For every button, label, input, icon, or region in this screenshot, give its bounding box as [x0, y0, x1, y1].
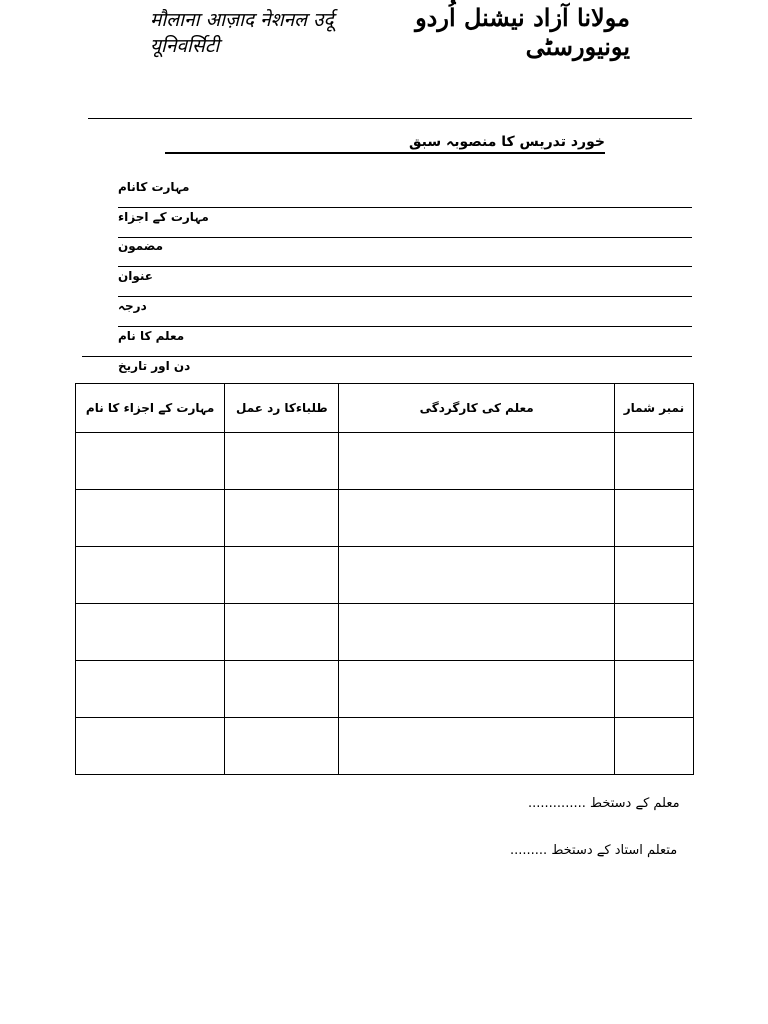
- col-serial-number: نمبر شمار: [614, 384, 693, 433]
- field-subject: مضمون: [118, 239, 164, 253]
- table-cell[interactable]: [225, 547, 339, 604]
- field-line-skill-components: [118, 237, 692, 238]
- table-cell[interactable]: [225, 604, 339, 661]
- table-cell[interactable]: [76, 604, 225, 661]
- table-row: [76, 547, 694, 604]
- table-cell[interactable]: [614, 718, 693, 775]
- field-teacher-name: معلم کا نام: [118, 329, 185, 343]
- field-skill-name: مہارت کانام: [118, 180, 190, 194]
- col-skill-component-name: مہارت کے اجزاء کا نام: [76, 384, 225, 433]
- table-header-row: [76, 384, 694, 433]
- field-skill-components: مہارت کے اجزاء: [118, 210, 209, 224]
- table-row: [76, 661, 694, 718]
- field-line-skill-name: [118, 207, 692, 208]
- form-title: خورد تدریس کا منصوبہ سبق: [165, 134, 605, 154]
- table-row: [76, 718, 694, 775]
- table-cell[interactable]: [225, 490, 339, 547]
- table-cell[interactable]: [76, 661, 225, 718]
- table-cell[interactable]: [225, 433, 339, 490]
- col-student-response: طلباءکا رد عمل: [225, 384, 339, 433]
- field-line-subject: [118, 266, 692, 267]
- table-row: [76, 604, 694, 661]
- table-cell[interactable]: [614, 490, 693, 547]
- table-cell[interactable]: [339, 490, 614, 547]
- table-cell[interactable]: [76, 547, 225, 604]
- table-cell[interactable]: [76, 718, 225, 775]
- university-name-hindi: मौलाना आज़ाद नेशनल उर्दू यूनिवर्सिटी: [150, 9, 334, 57]
- table-cell[interactable]: [76, 490, 225, 547]
- university-header: [150, 3, 630, 61]
- table-cell[interactable]: [339, 433, 614, 490]
- table-cell[interactable]: [225, 661, 339, 718]
- lesson-plan-table: [75, 383, 694, 775]
- field-line-topic: [118, 296, 692, 297]
- field-day-date: دن اور تاریخ: [118, 359, 191, 373]
- table-row: [76, 490, 694, 547]
- table-row: [76, 433, 694, 490]
- table-cell[interactable]: [76, 433, 225, 490]
- field-line-teacher-name: [82, 356, 692, 357]
- table-cell[interactable]: [339, 661, 614, 718]
- table-cell[interactable]: [339, 604, 614, 661]
- col-teacher-performance: معلم کی کارگردگی: [339, 384, 614, 433]
- table-cell[interactable]: [614, 433, 693, 490]
- table-cell[interactable]: [339, 547, 614, 604]
- header-divider: [88, 118, 692, 119]
- field-class: درجہ: [118, 299, 147, 313]
- table-cell[interactable]: [225, 718, 339, 775]
- table-cell[interactable]: [614, 604, 693, 661]
- table-cell[interactable]: [614, 661, 693, 718]
- field-line-class: [118, 326, 692, 327]
- table-cell[interactable]: [614, 547, 693, 604]
- teacher-signature: معلم کے دستخط ..............: [528, 796, 680, 811]
- table-cell[interactable]: [339, 718, 614, 775]
- field-topic: عنوان: [118, 269, 153, 283]
- supervisor-signature: متعلم استاد کے دستخط .........: [510, 843, 678, 858]
- university-name-urdu: مولانا آزاد نیشنل اُردو یونیورسٹی: [415, 3, 630, 61]
